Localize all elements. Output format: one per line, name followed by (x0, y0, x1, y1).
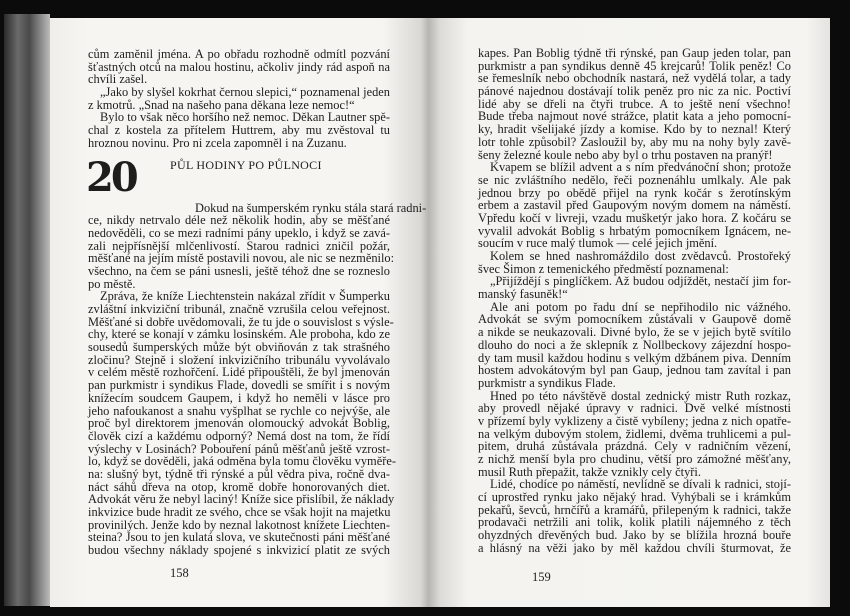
text-line: Bylo to však něco horšího než nemoc. Děkan Lautner spě- (100, 110, 390, 125)
paragraph (88, 200, 427, 291)
text-line: šeny železné koule nebo aby byl o trhu postaven na pranýř! (478, 147, 773, 162)
text-line: cům zaměnil jména. A po obřadu rozhodně odmítl pozvání (88, 47, 390, 61)
text-line: nedověděli, co se mezi radními pány upeklo, i když se zavá- (88, 225, 390, 240)
text-line: chy, které se konají v zámku losinském. Ale proboha, kdo ze (88, 327, 390, 342)
text-line: chal z kostela za přítelem Huttrem, aby mu zvěstoval tu (88, 123, 390, 138)
text-line: z kmotrů. „Snad na našeho pana děkana leze nemoc!“ (88, 97, 355, 112)
text-line: výslechy v Losinách? Pobouření pánů měšťanů ještě vzrost- (88, 441, 390, 456)
text-line: na: slušný byt, týdně tři rýnské a půl vědra piva, ročně dva- (88, 466, 390, 481)
text-line: Dokud na šumperském rynku stála stará radni- (195, 200, 427, 215)
text-line: erbem a zastavil před Gaupovým novým domem na náměstí. (478, 198, 791, 213)
paragraph (478, 275, 791, 300)
text-line: „Jako by slyšel kokrhat černou slepici,“ poznamenal jeden (100, 85, 390, 100)
text-line: pekařů, ševců, hrnčířů a kramářů, přilepeným k radnici, takže (478, 502, 791, 517)
paragraph (88, 86, 390, 111)
text-line: ohyzdných dřevěných bud. Jako by se blížila hrozná bouře (478, 528, 791, 543)
text-line: „Přijíždějí s pinglíčkem. Až budou odjíždět, nestačí jim for- (490, 274, 791, 289)
chapter-heading (88, 150, 390, 202)
text-line: jeho nafoukanost a snahu vyšplhat se rychle co nejvýše, ale (88, 403, 390, 418)
text-line: jednou brzy po obědě přijel na rynk kočár s žerotínským (478, 185, 791, 200)
text-line: z nichž menší byla pro chudinu, větší pro zámožné měšťany, (478, 452, 791, 466)
text-line: prodavači netržili ani tolik, kolik platili nájemného z těch (478, 515, 791, 530)
text-line: proč byl direktorem jmenován olomoucký advokát Boblig, (88, 416, 390, 431)
chapter-number: 20 (86, 153, 136, 201)
text-line: Ale ani potom po řadu dní se nepřihodilo nic vážného. (490, 299, 791, 314)
text-line: náct sáhů dřeva na otop, kromě dobře honorovaných diet. (88, 479, 390, 494)
text-line: Advokát věru že nebyl laciný! Kníže sice přislíbil, že náklady (88, 492, 395, 507)
text-line: ky, hradit všelijaké jízdy a komise. Kdo by to neznal! Který (478, 122, 791, 137)
text-line: dy tam musil každou hodinu s velkým džbánem piva. Denním (478, 350, 791, 365)
text-line: purkmistr a syndikus Flade. (478, 375, 616, 390)
right-page (428, 18, 830, 607)
text-line: sousedů šumperských může být obviňován z tak strašného (88, 340, 390, 355)
text-line: na velkým dubovým stolem, židlemi, dvěma truhlicemi a pul- (478, 426, 791, 441)
paragraph (478, 47, 791, 161)
text-line: se řemeslník nebo obchodník nastará, než vydělá tolar, a tady (478, 71, 791, 86)
text-line: po městě. (88, 276, 136, 291)
text-line: knížecím soudcem Gaupem, i když ho neměli v lásce pro (88, 390, 390, 405)
paragraph (88, 48, 390, 86)
text-line: zvláštní inkviziční tribunál, značně vzrušila celou veřejnost. (88, 302, 390, 316)
text-line: švec Šimon z temenického předměstí poznamenal: (478, 261, 729, 276)
text-line: ce, nikdy netrvalo déle než několik hodin, aby se měšťané (88, 213, 390, 228)
text-line: měšťané na jejím místě postavili novou, ale nic se nezměnilo: (88, 251, 395, 266)
paragraph (478, 161, 791, 250)
text-line: Lidé, chodíce po náměstí, nevlídně se dívali k radnici, stojí- (490, 477, 791, 492)
text-line: lidé aby se dřeli na čtyři trubce. A to ještě není všechno! (478, 96, 791, 111)
text-line: Zpráva, že kníže Liechtenstein nakázal zřídit v Šumperku (100, 289, 390, 304)
text-line: a nikde se neukazovali. Divné bylo, že se v jejich bytě svítilo (478, 325, 791, 340)
text-line: lo, když se dověděli, jaká odměna byla tomu člověku vyměře- (88, 454, 396, 469)
text-line: Advokát se svým pomocníkem zůstávali v Gaupově domě (478, 312, 791, 327)
text-line: purkmistr a pan syndikus denně 45 krejcarů! Tolik peněz! Co (478, 58, 791, 73)
text-line: Hned po této návštěvě dostal zednický mistr Ruth rozkaz, (490, 388, 791, 403)
text-line: budou všechny náklady spojené s inkvizicí platit ze svých (88, 543, 390, 558)
text-line: Měšťané si dobře uvědomovali, že tu jde o souvislost s výsle- (88, 314, 394, 329)
text-line: soucím v ruce malý tlumok — celé jejich jmění. (478, 236, 718, 251)
page-number-right: 159 (532, 570, 551, 584)
text-line: a hlásný na věži jako by měl každou chvíli šturmovat, že (478, 540, 791, 555)
text-line: se nic zvláštního nedělo, řeči poznenáhlu umlkaly. Ale pak (478, 172, 791, 187)
text-line: kapes. Pan Boblig týdně tři rýnské, pan Gaup jeden tolar, pan (478, 46, 791, 60)
text-line: manský fasuněk!“ (478, 287, 568, 302)
text-line: v celém městě rozhořčení. Lidé připouštěli, že byl jmenován (88, 365, 390, 380)
text-line: steina? Jsou to jen kulatá slova, ve skutečnosti páni měšťané (88, 530, 390, 545)
left-page-text (86, 47, 427, 558)
text-line: šťastných otců na malou hostinu, ačkoliv jindy rád aspoň na (88, 59, 390, 74)
paragraph (478, 250, 791, 275)
text-line: hostem advokátovým byl pan Gaup, jednou tam zavítal i pan (478, 363, 791, 378)
page-number-left: 158 (170, 566, 189, 580)
text-line: provinilých. Jenže kdo by neznal lakotnost knížete Liechten- (88, 517, 390, 532)
paragraph (88, 289, 396, 558)
text-line: lotr tohle způsobil? Zasloužil by, aby mu na nohy byly zavě- (478, 134, 791, 149)
paragraph (88, 111, 390, 149)
left-page (50, 18, 428, 607)
text-line: pitem, druhá zůstávala prázdná. Cely v radničním vězení, (478, 439, 791, 454)
text-line: pan purkmistr i syndikus Flade, dovedli se smířit i s novým (88, 378, 390, 393)
text-line: Kvapem se blížil advent a s ním předvánoční shon; protože (490, 160, 791, 175)
book-page-edges (4, 14, 50, 606)
text-line: dlouho do noci a že sklepník z Nollbeckovy zájezdní hospo- (478, 337, 791, 352)
text-line: hroznou novinu. Pro ni zcela zapomněl i na Zuzanu. (88, 135, 347, 150)
text-line: inkvizice bude hradit ze svého, chce se však hojit na majetku (88, 505, 391, 519)
text-line: Vpředu kočí v livreji, vzadu mušketýr jako hora. Z kočáru se (478, 210, 791, 225)
text-line: všechno, na čem se páni usnesli, ještě téhož dne se rozneslo (88, 263, 390, 278)
text-line: Kolem se hned nashromáždilo dost zvědavců. Prostořeký (490, 249, 791, 263)
text-line: cí uprostřed rynku jako nějaký hrad. Vyhýbali se i krámkům (478, 490, 791, 505)
text-line: zločinu? Stejně i složení inkvizičního tribunálu vyvolávalo (88, 352, 390, 367)
paragraph (478, 390, 791, 479)
text-line: aby provedl nějaké úpravy v radnici. Dvě velké místnosti (478, 401, 791, 416)
text-line: vyvalil advokát Boblig s hrbatým pomocníkem Ignácem, ne- (478, 223, 791, 238)
paragraph (478, 301, 791, 390)
text-line: chvíli zašel. (88, 72, 148, 87)
text-line: musil Ruth přepažit, takže vznikly cely čtyři. (478, 464, 701, 479)
text-line: pánové najednou dostávají tolik peněz pro nic za nic. Poctiví (478, 84, 791, 99)
text-line: v přízemí byly vyklizeny a čistě vybíleny; jedna z nich opatře- (478, 413, 791, 428)
text-line: zali nejpřísnější mlčenlivostí. Starou radnici zničil požár, (88, 238, 390, 253)
right-page-text (478, 47, 791, 555)
paragraph (478, 478, 791, 554)
text-line: Bude třeba najmout nové strážce, platit kata a jeho pomocní- (478, 109, 791, 124)
text-line: člověk cizí a každému odporný? Nemá dost na tom, že řídí (88, 428, 390, 443)
chapter-title: PŮL HODINY PO PŮLNOCI (170, 157, 322, 172)
